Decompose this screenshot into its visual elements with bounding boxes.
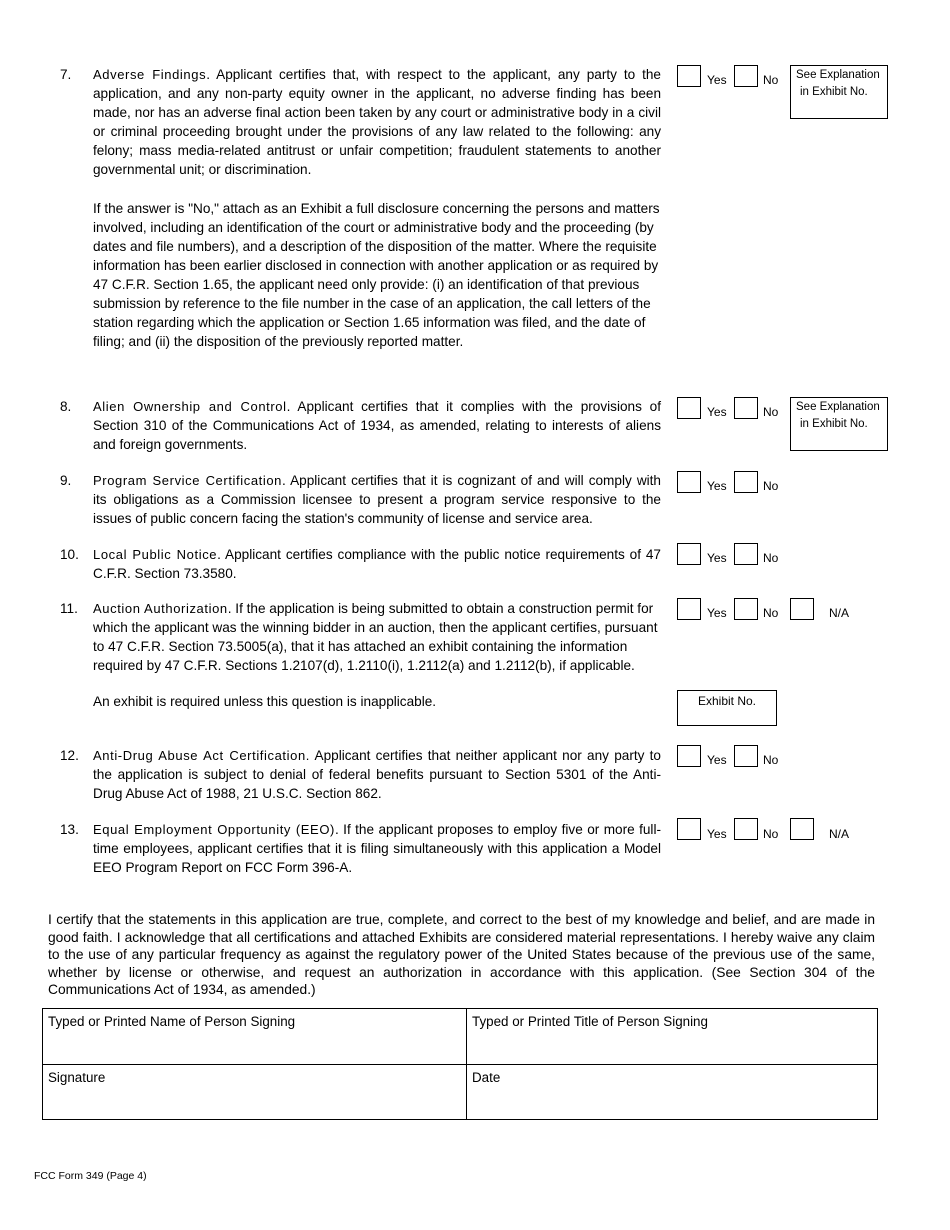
yes-label: Yes [707,479,727,493]
yes-label: Yes [707,827,727,841]
no-checkbox[interactable] [734,471,758,493]
page-footer: FCC Form 349 (Page 4) [34,1170,147,1182]
yes-checkbox[interactable] [677,397,701,419]
date-field[interactable] [467,1065,877,1119]
see-explanation-label: See Explanation [796,401,880,413]
yes-checkbox[interactable] [677,471,701,493]
certification-statement: I certify that the statements in this application are true, complete, and correct to the best of my knowledge and belief, and are made in good faith. I acknowledge that all certifications and attached Exhibits are considered material representations. I hereby waive any claim to the use of any particular frequency as against the regulatory power of the United States because of the previous use of the same, whether by license or otherwise, and request an authorization in accordance with this application. (See Section 304 of the Communications Act of 1934, as amended.) [48,912,875,997]
item-title: Adverse Findings [93,67,207,82]
item-title: Local Public Notice [93,547,218,562]
exhibit-number-label: Exhibit No. [697,694,757,708]
item-text [93,471,661,528]
title-field[interactable] [467,1009,877,1064]
see-explanation-label: See Explanation [796,69,880,81]
yes-label: Yes [707,551,727,565]
no-label: No [763,73,779,87]
exhibit-number-box[interactable] [677,690,777,726]
item-number: 13. [60,822,79,837]
no-checkbox[interactable] [734,598,758,620]
date-field-label: Date [472,1070,501,1085]
no-checkbox[interactable] [734,543,758,565]
item-number: 9. [60,473,72,488]
exhibit-number-label: in Exhibit No. [800,418,868,430]
item-number: 8. [60,399,72,414]
yes-checkbox[interactable] [677,818,701,840]
yes-checkbox[interactable] [677,745,701,767]
item-body: Applicant certifies that neither applicant nor any party to the application is subject to denial of federal benefits pursuant to Section 5301 of the Anti-Drug Abuse Act of 1988, 21 U.S.C. Section 862. [93,748,661,801]
name-field-label: Typed or Printed Name of Person Signing [48,1014,296,1029]
item-number: 7. [60,67,72,82]
no-label: No [763,606,779,620]
yes-checkbox[interactable] [677,543,701,565]
signature-table [42,1008,878,1120]
see-explanation-box[interactable] [790,397,888,451]
yes-label: Yes [707,606,727,620]
yes-checkbox[interactable] [677,598,701,620]
item-title: Alien Ownership and Control [93,399,287,414]
na-label: N/A [829,606,850,620]
item-body: . Applicant certifies that it is cognizant of and will comply with its obligations as a Commission licensee to present a program service responsive to the issues of public concern facing the station's community of license and service area. [93,473,661,526]
item-number: 10. [60,547,79,562]
item-title: Equal Employment Opportunity (EEO) [93,822,335,837]
item-title: Program Service Certification [93,473,283,488]
item-text [93,599,661,711]
no-label: No [763,827,779,841]
item-note: An exhibit is required unless this question is inapplicable. [93,694,437,709]
yes-checkbox[interactable] [677,65,701,87]
na-label: N/A [829,827,850,841]
no-checkbox[interactable] [734,818,758,840]
item-body: . If the applicant proposes to employ five or more full-time employees, applicant certifies that it is filing simultaneously with this application a Model EEO Program Report on FCC Form 396-A. [93,822,661,875]
item-body: . Applicant certifies compliance with the public notice requirements of 47 C.F.R. Section 73.3580. [93,547,661,581]
no-label: No [763,551,779,565]
item-number: 11. [60,601,78,616]
na-checkbox[interactable] [790,598,814,620]
item-title: Auction Authorization [93,601,228,616]
yes-label: Yes [707,405,727,419]
item-body: . Applicant certifies that, with respect to the applicant, any party to the application, and any non-party equity owner in the applicant, no adverse finding has been made, nor has an adverse final action been taken by any court or administrative body in a civil or criminal proceeding brought under the provisions of any law related to the following: any felony; mass media-related antitrust or unfair competition; fraudulent statements to another governmental unit; or discrimination. [93,67,661,177]
no-checkbox[interactable] [734,745,758,767]
yes-label: Yes [707,73,727,87]
signature-field[interactable] [43,1065,466,1119]
item-text [93,746,661,803]
no-checkbox[interactable] [734,397,758,419]
item-number: 12. [60,748,79,763]
signature-field-label: Signature [48,1070,106,1085]
item-title: Anti-Drug Abuse Act Certification. [93,748,311,763]
na-checkbox[interactable] [790,818,814,840]
exhibit-number-label: in Exhibit No. [800,86,868,98]
item-text [93,65,661,351]
item-note: If the answer is "No," attach as an Exhibit a full disclosure concerning the persons and matters involved, including an identification of the court or administrative body and the proceeding (by dates and file numbers), and a description of the disposition of the matter. Where the requisite information has been earlier disclosed in connection with another application or as required by 47 C.F.R. Section 1.65, the applicant need only provide: (i) an identification of that previous submission by reference to the file number in the case of an application, the call letters of the station regarding which the application or Section 1.65 information was filed, and the date of filing; and (ii) the disposition of the previously reported matter. [93,201,660,349]
title-field-label: Typed or Printed Title of Person Signing [472,1014,708,1029]
no-label: No [763,405,779,419]
name-field[interactable] [43,1009,466,1064]
item-text [93,545,661,583]
see-explanation-box[interactable] [790,65,888,119]
no-checkbox[interactable] [734,65,758,87]
item-body: . Applicant certifies that it complies with the provisions of Section 310 of the Communications Act of 1934, as amended, relating to interests of aliens and foreign governments. [93,399,661,452]
no-label: No [763,479,779,493]
item-text [93,820,661,877]
item-text [93,397,661,454]
no-label: No [763,753,779,767]
yes-label: Yes [707,753,727,767]
item-body: . If the application is being submitted to obtain a construction permit for which the applicant was the winning bidder in an auction, then the applicant certifies, pursuant to 47 C.F.R. Section 73.5005(a), that it has attached an exhibit containing the information required by 47 C.F.R. Sections 1.2107(d), 1.2110(i), 1.2112(a) and 1.2112(b), if applicable. [93,601,658,673]
